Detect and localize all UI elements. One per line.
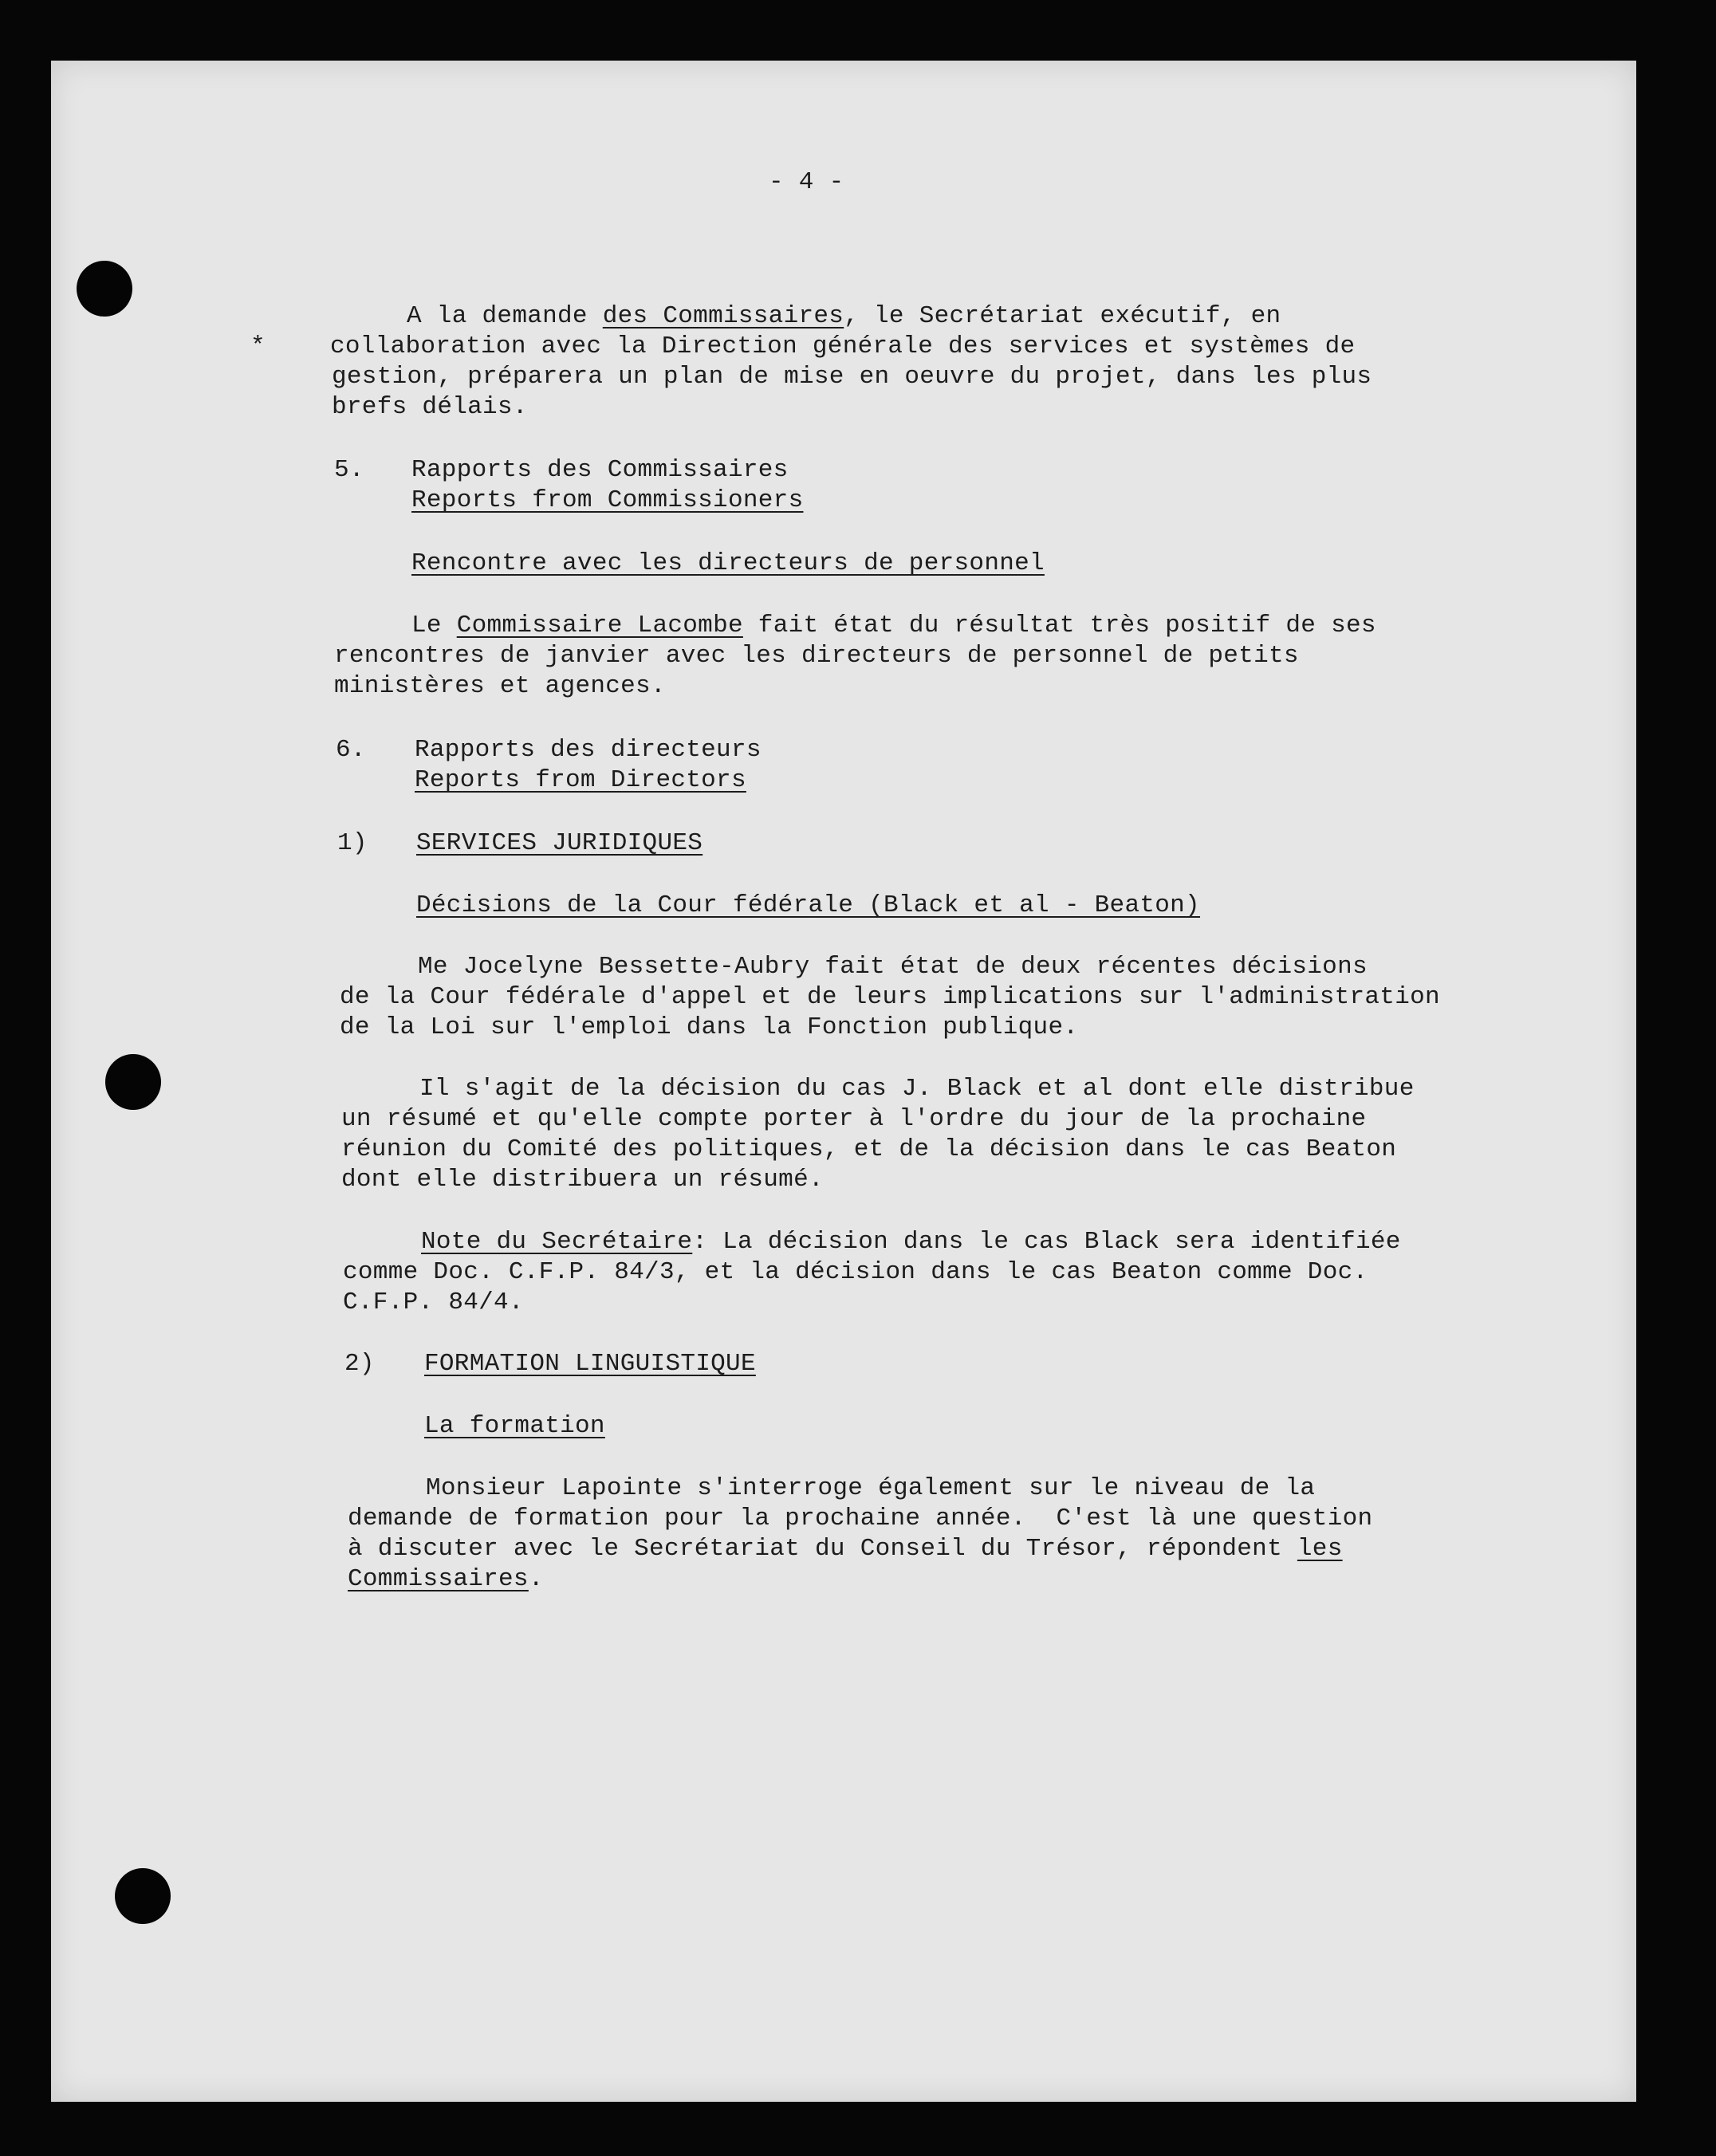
item-5-title-fr: Rapports des Commissaires bbox=[411, 456, 789, 484]
page-number: - 4 - bbox=[769, 168, 844, 196]
item-6-title-en: Reports from Directors bbox=[415, 766, 746, 794]
section-1-para-2-line-4: dont elle distribuera un résumé. bbox=[341, 1166, 824, 1194]
section-2-subheading: La formation bbox=[424, 1412, 605, 1440]
section-1-number: 1) bbox=[337, 829, 368, 857]
section-1-para-2-line-2: un résumé et qu'elle compte porter à l'ordre du jour de la prochaine bbox=[341, 1105, 1367, 1133]
item-5-subheading: Rencontre avec les directeurs de personnel bbox=[411, 549, 1045, 577]
underlined-text: des Commissaires bbox=[602, 302, 844, 330]
item-6-number: 6. bbox=[336, 736, 366, 764]
section-2-heading: FORMATION LINGUISTIQUE bbox=[424, 1350, 756, 1378]
secretary-note-line-2: comme Doc. C.F.P. 84/3, et la décision dans le cas Beaton comme Doc. bbox=[343, 1258, 1368, 1286]
item-5-para-line-3: ministères et agences. bbox=[334, 672, 666, 700]
margin-asterisk: * bbox=[250, 332, 266, 360]
underlined-text: Note du Secrétaire bbox=[421, 1228, 693, 1256]
underlined-text: Commissaire Lacombe bbox=[456, 612, 743, 639]
item-5-title-en: Reports from Commissioners bbox=[411, 486, 804, 514]
intro-line-2: collaboration avec la Direction générale des services et systèmes de bbox=[330, 332, 1356, 360]
intro-line-1: A la demande des Commissaires, le Secrétariat exécutif, en bbox=[407, 302, 1281, 330]
intro-line-3: gestion, préparera un plan de mise en oeuvre du projet, dans les plus bbox=[332, 363, 1372, 391]
item-5-para-line-1: Le Commissaire Lacombe fait état du résultat très positif de ses bbox=[411, 612, 1376, 639]
item-6-title-fr: Rapports des directeurs bbox=[415, 736, 762, 764]
section-2-para-line-1: Monsieur Lapointe s'interroge également sur le niveau de la bbox=[426, 1474, 1316, 1502]
item-5-number: 5. bbox=[334, 456, 364, 484]
underlined-text: Commissaires bbox=[348, 1565, 529, 1593]
punch-hole-bottom bbox=[115, 1868, 171, 1924]
item-5-para-line-2: rencontres de janvier avec les directeurs de personnel de petits bbox=[334, 642, 1299, 670]
document-page bbox=[51, 61, 1636, 2102]
punch-hole-top bbox=[77, 261, 132, 317]
secretary-note-line-1: Note du Secrétaire: La décision dans le cas Black sera identifiée bbox=[421, 1228, 1401, 1256]
section-2-para-line-4: Commissaires. bbox=[348, 1565, 544, 1593]
section-1-para-2-line-3: réunion du Comité des politiques, et de la décision dans le cas Beaton bbox=[341, 1135, 1397, 1163]
section-2-para-line-3: à discuter avec le Secrétariat du Conseil du Trésor, répondent les bbox=[348, 1535, 1343, 1563]
section-1-heading: SERVICES JURIDIQUES bbox=[416, 829, 703, 857]
section-1-para-1-line-3: de la Loi sur l'emploi dans la Fonction publique. bbox=[340, 1013, 1079, 1041]
intro-line-4: brefs délais. bbox=[332, 393, 528, 421]
section-2-para-line-2: demande de formation pour la prochaine année. C'est là une question bbox=[348, 1505, 1373, 1532]
underlined-text: les bbox=[1297, 1535, 1343, 1563]
section-1-para-2-line-1: Il s'agit de la décision du cas J. Black et al dont elle distribue bbox=[419, 1075, 1415, 1103]
section-2-number: 2) bbox=[344, 1350, 375, 1378]
section-1-subheading: Décisions de la Cour fédérale (Black et al - Beaton) bbox=[416, 891, 1200, 919]
secretary-note-line-3: C.F.P. 84/4. bbox=[343, 1288, 524, 1316]
section-1-para-1-line-2: de la Cour fédérale d'appel et de leurs implications sur l'administration bbox=[340, 983, 1440, 1011]
punch-hole-middle bbox=[105, 1054, 161, 1110]
section-1-para-1-line-1: Me Jocelyne Bessette-Aubry fait état de deux récentes décisions bbox=[418, 953, 1368, 981]
